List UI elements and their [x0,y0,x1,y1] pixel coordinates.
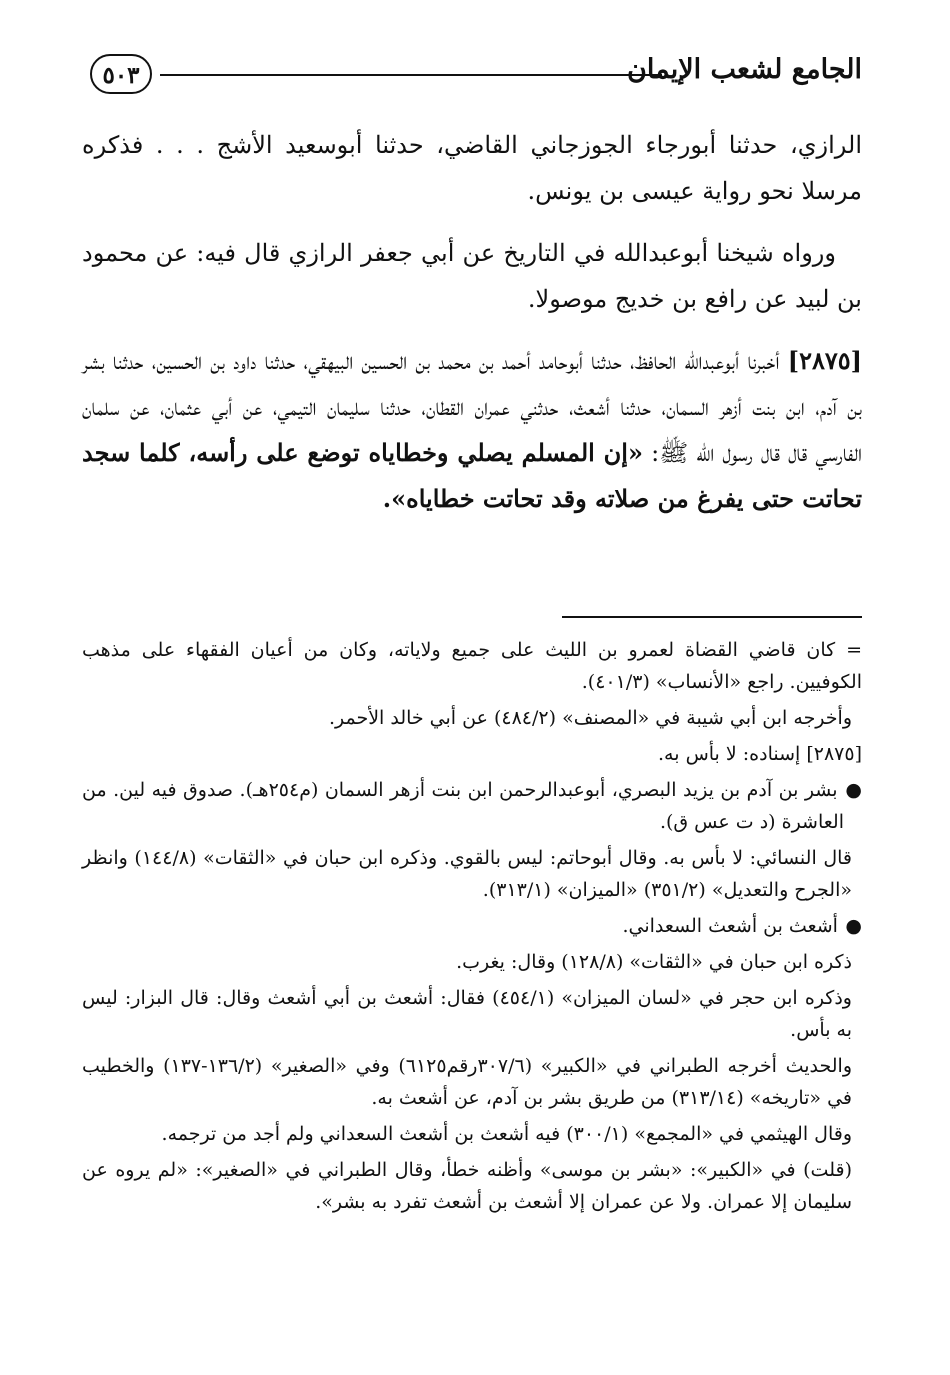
footnotes [82,634,862,1222]
paragraph-hadith [82,338,862,522]
page-header [82,48,862,104]
paragraph-2: ورواه شيخنا أبوعبدالله في التاريخ عن أبي جعفر الرازي قال فيه: عن محمود بن لبيد عن رافع بن خديج موصولا. [82,239,862,313]
hadith-number: [٢٨٧٥] [787,346,862,375]
hadith-chain: أخبرنا أبوعبدالله الحافظ، حدثنا أبوحامد أحمد بن محمد بن الحسين البيهقي، حدثنا داود بن الحسين، حدثنا بشر بن آدم، ابن بنت أزهر السمان، حدثنا أشعث، حدثني عمران القطان، حدثنا سليمان التيمي، عن أبي عثمان، عن سلمان الفارسي قال قال رسول الله ﷺ: [82,347,862,467]
footnote-line: وذكره ابن حجر في «لسان الميزان» (٤٥٤/١) فقال: أشعث بن أبي أشعث وقال: قال البزار: ليس به بأس. [82,987,852,1041]
header-rule [160,74,662,76]
page-number-badge: ٥٠٣ [90,54,152,94]
footnote-bullet-item [82,910,862,942]
footnote-line: قال النسائي: لا بأس به. وقال أبوحاتم: ليس بالقوي. وذكره ابن حبان في «الثقات» (١٤٤/٨) وانظر «الجرح والتعديل» (٣٥١/٢) «الميزان» (٣١٣/١). [82,847,853,901]
footnote-text: بشر بن آدم بن يزيد البصري، أبوعبدالرحمن ابن بنت أزهر السمان (م٢٥٤هـ). صدوق فيه لين. من العاشرة (د ت عس ق). [82,779,844,833]
footnote-line: وأخرجه ابن أبي شيبة في «المصنف» (٤٨٤/٢) عن أبي خالد الأحمر. [328,707,852,729]
footnote-line: وقال الهيثمي في «المجمع» (٣٠٠/١) فيه أشعث بن أشعث السعداني ولم أجد من ترجمه. [161,1123,852,1145]
footnote-line: (قلت) في «الكبير»: «بشر بن موسى» وأظنه خطأ، وقال الطبراني في «الصغير»: «لم يروه عن سليمان إلا عمران. ولا عن عمران إلا أشعث بن أشعث تفرد به بشر». [82,1159,852,1213]
footnote-line: ذكره ابن حبان في «الثقات» (١٢٨/٨) وقال: يغرب. [456,951,852,973]
hadith-text: «إن المسلم يصلي وخطاياه توضع على رأسه، كلما سجد تحاتت حتى يفرغ من صلاته وقد تحاتت خطاياه». [82,438,862,513]
footnote-line: = كان قاضي القضاة لعمرو بن الليث على جميع ولاياته، وكان من أعيان الفقهاء على مذهب الكوفيين. راجع «الأنساب» (٤٠١/٣). [82,639,862,693]
bullet-icon: ● [845,915,862,937]
book-page [82,48,862,1358]
footnote-separator [562,616,862,618]
running-title: الجامع لشعب الإيمان [627,54,862,85]
main-text [82,122,862,538]
footnote-line: والحديث أخرجه الطبراني في «الكبير» (٣٠٧/٦رقم٦١٢٥) وفي «الصغير» (١٣٦/٢-١٣٧) والخطيب في «تاريخه» (٣١٣/١٤) من طريق بشر بن آدم، عن أشعث به. [82,1055,852,1109]
footnote-text: أشعث بن أشعث السعداني. [622,915,838,937]
footnote-bullet-item [82,774,862,838]
paragraph-1: الرازي، حدثنا أبورجاء الجوزجاني القاضي، حدثنا أبوسعيد الأشج . . . فذكره مرسلا نحو رواية عيسى بن يونس. [82,131,862,205]
footnote-line: [٢٨٧٥] إسناده: لا بأس به. [658,743,862,765]
bullet-icon: ● [845,779,863,801]
